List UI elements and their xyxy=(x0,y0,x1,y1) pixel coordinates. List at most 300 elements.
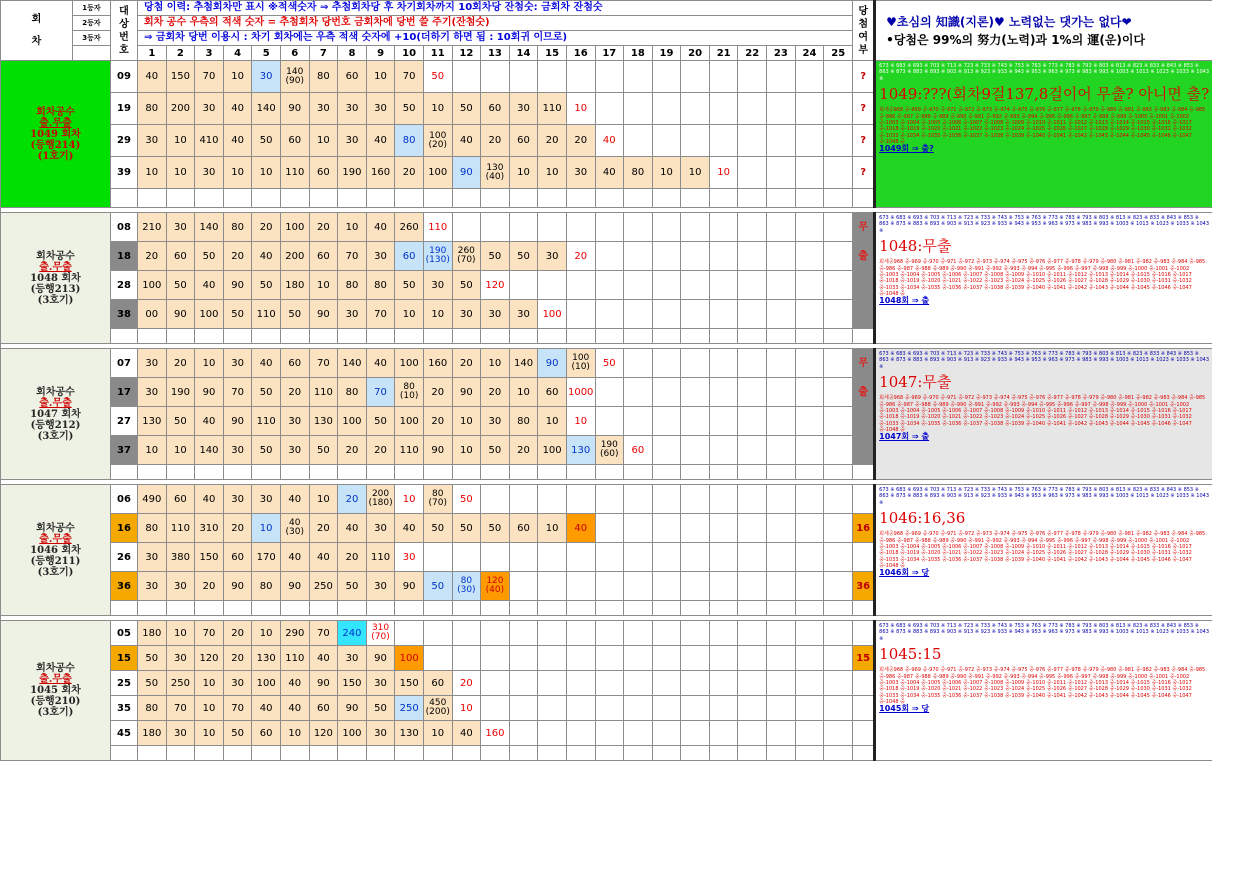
empty-cell[interactable] xyxy=(566,271,595,300)
interval-cell[interactable]: 50 xyxy=(252,378,281,407)
interval-cell[interactable]: 130 xyxy=(309,407,338,436)
empty-cell[interactable] xyxy=(509,61,538,93)
interval-cell[interactable]: 10 xyxy=(423,721,452,746)
interval-cell[interactable]: 10 xyxy=(166,157,195,189)
empty-cell[interactable] xyxy=(767,721,796,746)
interval-cell[interactable]: 30 xyxy=(138,543,167,572)
interval-cell[interactable]: 160 xyxy=(366,157,395,189)
interval-cell[interactable]: 50 xyxy=(138,646,167,671)
interval-cell[interactable]: 30 xyxy=(166,721,195,746)
empty-cell[interactable] xyxy=(566,329,595,344)
empty-cell[interactable] xyxy=(652,189,681,208)
interval-cell[interactable] xyxy=(595,436,624,465)
empty-cell[interactable] xyxy=(624,271,653,300)
interval-cell[interactable]: 200 xyxy=(166,93,195,125)
interval-cell[interactable]: 10 xyxy=(166,125,195,157)
empty-cell[interactable] xyxy=(709,189,738,208)
empty-cell[interactable] xyxy=(624,485,653,514)
interval-cell[interactable]: 40 xyxy=(195,485,224,514)
interval-cell[interactable]: 10 xyxy=(138,436,167,465)
empty-cell[interactable] xyxy=(538,465,567,480)
interval-cell[interactable]: 70 xyxy=(195,61,224,93)
empty-cell[interactable] xyxy=(595,329,624,344)
empty-cell[interactable] xyxy=(309,465,338,480)
empty-cell[interactable] xyxy=(481,746,510,761)
empty-cell[interactable] xyxy=(595,378,624,407)
empty-cell[interactable] xyxy=(624,349,653,378)
interval-cell[interactable]: 20 xyxy=(366,436,395,465)
interval-cell[interactable]: 40 xyxy=(280,696,309,721)
interval-cell[interactable]: 20 xyxy=(166,349,195,378)
interval-cell[interactable]: 70 xyxy=(395,61,424,93)
empty-cell[interactable] xyxy=(309,746,338,761)
interval-cell[interactable]: 20 xyxy=(223,646,252,671)
interval-cell[interactable]: 30 xyxy=(138,378,167,407)
empty-cell[interactable] xyxy=(824,436,853,465)
interval-cell[interactable]: 10 xyxy=(566,93,595,125)
empty-cell[interactable] xyxy=(795,485,824,514)
interval-cell[interactable]: 190 xyxy=(338,157,367,189)
interval-cell[interactable]: 10 xyxy=(223,61,252,93)
interval-cell[interactable]: 100 xyxy=(538,300,567,329)
round-result-link[interactable]: 1045회 ⇒ 당 xyxy=(879,703,930,713)
interval-cell[interactable]: 10 xyxy=(538,407,567,436)
interval-cell[interactable]: 20 xyxy=(252,213,281,242)
interval-cell[interactable]: 60 xyxy=(280,125,309,157)
empty-cell[interactable] xyxy=(738,378,767,407)
empty-cell[interactable] xyxy=(624,125,653,157)
interval-cell[interactable]: 100 xyxy=(280,213,309,242)
interval-cell[interactable]: 110 xyxy=(423,213,452,242)
interval-cell[interactable]: 130 xyxy=(395,721,424,746)
empty-cell[interactable] xyxy=(481,671,510,696)
interval-cell[interactable]: 30 xyxy=(138,125,167,157)
empty-cell[interactable] xyxy=(624,465,653,480)
empty-cell[interactable] xyxy=(824,189,853,208)
empty-cell[interactable] xyxy=(709,349,738,378)
interval-cell[interactable]: 140 xyxy=(509,349,538,378)
empty-cell[interactable] xyxy=(395,329,424,344)
interval-cell[interactable]: 110 xyxy=(280,157,309,189)
empty-cell[interactable] xyxy=(709,125,738,157)
interval-cell[interactable]: 70 xyxy=(223,696,252,721)
empty-cell[interactable] xyxy=(795,61,824,93)
empty-cell[interactable] xyxy=(652,407,681,436)
empty-cell[interactable] xyxy=(223,465,252,480)
interval-cell[interactable]: 40 xyxy=(223,125,252,157)
empty-cell[interactable] xyxy=(795,465,824,480)
empty-cell[interactable] xyxy=(738,465,767,480)
interval-cell[interactable]: 90 xyxy=(423,436,452,465)
empty-cell[interactable] xyxy=(652,696,681,721)
draw-number[interactable]: 45 xyxy=(111,721,138,746)
empty-cell[interactable] xyxy=(595,621,624,646)
empty-cell[interactable] xyxy=(481,621,510,646)
interval-cell[interactable]: 120 xyxy=(309,721,338,746)
interval-cell[interactable]: 30 xyxy=(338,93,367,125)
empty-cell[interactable] xyxy=(223,189,252,208)
interval-cell[interactable]: 100 xyxy=(395,407,424,436)
empty-cell[interactable] xyxy=(538,601,567,616)
empty-cell[interactable] xyxy=(366,465,395,480)
empty-cell[interactable] xyxy=(824,93,853,125)
empty-cell[interactable] xyxy=(795,300,824,329)
empty-cell[interactable] xyxy=(795,189,824,208)
interval-cell[interactable]: 90 xyxy=(223,407,252,436)
empty-cell[interactable] xyxy=(624,721,653,746)
interval-cell[interactable] xyxy=(366,621,395,646)
empty-cell[interactable] xyxy=(709,93,738,125)
interval-cell[interactable]: 50 xyxy=(452,514,481,543)
interval-cell[interactable]: 30 xyxy=(509,93,538,125)
empty-cell[interactable] xyxy=(538,721,567,746)
interval-cell[interactable]: 20 xyxy=(338,485,367,514)
empty-cell[interactable] xyxy=(624,671,653,696)
interval-cell[interactable]: 40 xyxy=(395,514,424,543)
empty-cell[interactable] xyxy=(538,646,567,671)
empty-cell[interactable] xyxy=(738,621,767,646)
interval-cell[interactable]: 10 xyxy=(166,436,195,465)
empty-cell[interactable] xyxy=(795,242,824,271)
interval-cell[interactable]: 50 xyxy=(166,271,195,300)
interval-cell[interactable]: 50 xyxy=(395,271,424,300)
empty-cell[interactable] xyxy=(709,213,738,242)
empty-cell[interactable] xyxy=(624,329,653,344)
empty-cell[interactable] xyxy=(509,271,538,300)
interval-cell[interactable]: 40 xyxy=(195,407,224,436)
empty-cell[interactable] xyxy=(538,271,567,300)
empty-cell[interactable] xyxy=(538,671,567,696)
empty-cell[interactable] xyxy=(595,514,624,543)
draw-number[interactable]: 18 xyxy=(111,242,138,271)
empty-cell[interactable] xyxy=(624,646,653,671)
empty-cell[interactable] xyxy=(509,721,538,746)
empty-cell[interactable] xyxy=(709,514,738,543)
empty-cell[interactable] xyxy=(652,349,681,378)
interval-cell[interactable]: 310 xyxy=(195,514,224,543)
interval-cell[interactable] xyxy=(423,125,452,157)
interval-cell[interactable]: 80 xyxy=(138,696,167,721)
empty-cell[interactable] xyxy=(681,671,710,696)
empty-cell[interactable] xyxy=(423,646,452,671)
round-result-link[interactable]: 1046회 ⇒ 당 xyxy=(879,567,930,577)
empty-cell[interactable] xyxy=(738,61,767,93)
empty-cell[interactable] xyxy=(795,646,824,671)
draw-number[interactable]: 36 xyxy=(111,572,138,601)
empty-cell[interactable] xyxy=(395,465,424,480)
empty-cell[interactable] xyxy=(738,189,767,208)
empty-cell[interactable] xyxy=(624,407,653,436)
interval-cell[interactable]: 20 xyxy=(309,213,338,242)
interval-cell[interactable]: 30 xyxy=(366,721,395,746)
empty-cell[interactable] xyxy=(738,300,767,329)
interval-cell[interactable]: 50 xyxy=(338,572,367,601)
empty-cell[interactable] xyxy=(538,543,567,572)
interval-cell[interactable]: 20 xyxy=(223,621,252,646)
interval-cell[interactable]: 90 xyxy=(280,572,309,601)
empty-cell[interactable] xyxy=(624,61,653,93)
empty-cell[interactable] xyxy=(366,601,395,616)
empty-cell[interactable] xyxy=(566,543,595,572)
empty-cell[interactable] xyxy=(166,189,195,208)
empty-cell[interactable] xyxy=(681,329,710,344)
empty-cell[interactable] xyxy=(824,543,853,572)
interval-cell[interactable]: 80 xyxy=(338,378,367,407)
interval-cell[interactable]: 60 xyxy=(624,436,653,465)
empty-cell[interactable] xyxy=(595,721,624,746)
interval-cell[interactable]: 150 xyxy=(338,671,367,696)
empty-cell[interactable] xyxy=(652,242,681,271)
empty-cell[interactable] xyxy=(738,601,767,616)
empty-cell[interactable] xyxy=(624,514,653,543)
empty-cell[interactable] xyxy=(652,93,681,125)
interval-cell[interactable]: 60 xyxy=(280,349,309,378)
empty-cell[interactable] xyxy=(738,242,767,271)
interval-cell[interactable]: 180 xyxy=(138,621,167,646)
empty-cell[interactable] xyxy=(767,601,796,616)
empty-cell[interactable] xyxy=(795,349,824,378)
empty-cell[interactable] xyxy=(681,93,710,125)
interval-cell[interactable]: 40 xyxy=(366,213,395,242)
empty-cell[interactable] xyxy=(423,329,452,344)
interval-cell[interactable]: 40 xyxy=(195,271,224,300)
empty-cell[interactable] xyxy=(138,465,167,480)
interval-cell[interactable]: 70 xyxy=(223,378,252,407)
interval-cell[interactable]: 50 xyxy=(252,125,281,157)
empty-cell[interactable] xyxy=(566,572,595,601)
empty-cell[interactable] xyxy=(624,378,653,407)
empty-cell[interactable] xyxy=(767,696,796,721)
interval-cell[interactable]: 60 xyxy=(423,671,452,696)
empty-cell[interactable] xyxy=(824,514,853,543)
empty-cell[interactable] xyxy=(652,671,681,696)
interval-cell[interactable]: 50 xyxy=(452,93,481,125)
empty-cell[interactable] xyxy=(423,621,452,646)
empty-cell[interactable] xyxy=(681,300,710,329)
empty-cell[interactable] xyxy=(681,485,710,514)
empty-cell[interactable] xyxy=(395,601,424,616)
empty-cell[interactable] xyxy=(624,696,653,721)
empty-cell[interactable] xyxy=(767,671,796,696)
empty-cell[interactable] xyxy=(652,61,681,93)
interval-cell[interactable]: 60 xyxy=(309,696,338,721)
empty-cell[interactable] xyxy=(423,543,452,572)
empty-cell[interactable] xyxy=(624,242,653,271)
interval-cell[interactable]: 20 xyxy=(280,378,309,407)
empty-cell[interactable] xyxy=(681,543,710,572)
empty-cell[interactable] xyxy=(538,621,567,646)
empty-cell[interactable] xyxy=(595,543,624,572)
interval-cell[interactable]: 90 xyxy=(309,300,338,329)
empty-cell[interactable] xyxy=(709,543,738,572)
interval-cell[interactable]: 10 xyxy=(366,61,395,93)
empty-cell[interactable] xyxy=(166,329,195,344)
interval-cell[interactable]: 250 xyxy=(395,696,424,721)
empty-cell[interactable] xyxy=(795,125,824,157)
empty-cell[interactable] xyxy=(452,543,481,572)
interval-cell[interactable]: 60 xyxy=(509,514,538,543)
interval-cell[interactable]: 40 xyxy=(338,514,367,543)
empty-cell[interactable] xyxy=(767,746,796,761)
empty-cell[interactable] xyxy=(681,601,710,616)
empty-cell[interactable] xyxy=(138,189,167,208)
interval-cell[interactable]: 30 xyxy=(481,407,510,436)
empty-cell[interactable] xyxy=(309,329,338,344)
empty-cell[interactable] xyxy=(709,242,738,271)
empty-cell[interactable] xyxy=(595,189,624,208)
empty-cell[interactable] xyxy=(509,572,538,601)
interval-cell[interactable]: 30 xyxy=(252,485,281,514)
interval-cell[interactable]: 30 xyxy=(166,572,195,601)
empty-cell[interactable] xyxy=(509,621,538,646)
interval-cell[interactable]: 100 xyxy=(252,671,281,696)
interval-cell[interactable]: 30 xyxy=(366,93,395,125)
empty-cell[interactable] xyxy=(795,329,824,344)
interval-cell[interactable]: 40 xyxy=(138,61,167,93)
empty-cell[interactable] xyxy=(767,465,796,480)
empty-cell[interactable] xyxy=(681,646,710,671)
draw-number[interactable]: 16 xyxy=(111,514,138,543)
empty-cell[interactable] xyxy=(223,329,252,344)
empty-cell[interactable] xyxy=(767,621,796,646)
empty-cell[interactable] xyxy=(824,601,853,616)
interval-cell[interactable]: 50 xyxy=(366,407,395,436)
interval-cell[interactable]: 80 xyxy=(252,572,281,601)
empty-cell[interactable] xyxy=(681,242,710,271)
interval-cell[interactable]: 60 xyxy=(166,242,195,271)
interval-cell[interactable]: 40 xyxy=(366,125,395,157)
empty-cell[interactable] xyxy=(481,696,510,721)
empty-cell[interactable] xyxy=(423,189,452,208)
empty-cell[interactable] xyxy=(309,601,338,616)
empty-cell[interactable] xyxy=(624,300,653,329)
empty-cell[interactable] xyxy=(481,543,510,572)
empty-cell[interactable] xyxy=(795,721,824,746)
empty-cell[interactable] xyxy=(624,93,653,125)
interval-cell[interactable]: 80 xyxy=(138,93,167,125)
interval-cell[interactable]: 260 xyxy=(395,213,424,242)
empty-cell[interactable] xyxy=(767,646,796,671)
empty-cell[interactable] xyxy=(309,189,338,208)
interval-cell[interactable]: 110 xyxy=(252,407,281,436)
empty-cell[interactable] xyxy=(681,271,710,300)
empty-cell[interactable] xyxy=(738,572,767,601)
empty-cell[interactable] xyxy=(709,671,738,696)
empty-cell[interactable] xyxy=(767,242,796,271)
empty-cell[interactable] xyxy=(709,300,738,329)
empty-cell[interactable] xyxy=(452,61,481,93)
empty-cell[interactable] xyxy=(709,61,738,93)
empty-cell[interactable] xyxy=(481,61,510,93)
empty-cell[interactable] xyxy=(509,465,538,480)
interval-cell[interactable]: 30 xyxy=(138,349,167,378)
empty-cell[interactable] xyxy=(681,721,710,746)
interval-cell[interactable]: 30 xyxy=(223,485,252,514)
empty-cell[interactable] xyxy=(652,543,681,572)
interval-cell[interactable]: 80 xyxy=(509,407,538,436)
interval-cell[interactable]: 80 xyxy=(366,271,395,300)
empty-cell[interactable] xyxy=(709,601,738,616)
interval-cell[interactable]: 10 xyxy=(509,157,538,189)
empty-cell[interactable] xyxy=(138,329,167,344)
draw-number[interactable]: 27 xyxy=(111,407,138,436)
empty-cell[interactable] xyxy=(681,61,710,93)
interval-cell[interactable]: 130 xyxy=(566,436,595,465)
interval-cell[interactable]: 90 xyxy=(538,349,567,378)
empty-cell[interactable] xyxy=(566,746,595,761)
empty-cell[interactable] xyxy=(566,621,595,646)
empty-cell[interactable] xyxy=(738,271,767,300)
interval-cell[interactable]: 100 xyxy=(138,271,167,300)
empty-cell[interactable] xyxy=(738,646,767,671)
empty-cell[interactable] xyxy=(280,189,309,208)
empty-cell[interactable] xyxy=(738,157,767,189)
empty-cell[interactable] xyxy=(652,271,681,300)
empty-cell[interactable] xyxy=(767,213,796,242)
interval-cell[interactable]: 20 xyxy=(309,514,338,543)
interval-cell[interactable]: 30 xyxy=(223,671,252,696)
empty-cell[interactable] xyxy=(509,696,538,721)
interval-cell[interactable]: 40 xyxy=(595,157,624,189)
interval-cell[interactable]: 20 xyxy=(509,436,538,465)
empty-cell[interactable] xyxy=(195,746,224,761)
draw-number[interactable]: 35 xyxy=(111,696,138,721)
interval-cell[interactable]: 50 xyxy=(223,721,252,746)
empty-cell[interactable] xyxy=(652,601,681,616)
draw-number[interactable]: 19 xyxy=(111,93,138,125)
interval-cell[interactable]: 240 xyxy=(338,621,367,646)
empty-cell[interactable] xyxy=(566,671,595,696)
interval-cell[interactable]: 410 xyxy=(195,125,224,157)
interval-cell[interactable]: 100 xyxy=(423,157,452,189)
empty-cell[interactable] xyxy=(824,671,853,696)
interval-cell[interactable]: 100 xyxy=(395,349,424,378)
empty-cell[interactable] xyxy=(767,329,796,344)
empty-cell[interactable] xyxy=(509,213,538,242)
draw-number[interactable]: 17 xyxy=(111,378,138,407)
interval-cell[interactable]: 130 xyxy=(252,646,281,671)
interval-cell[interactable]: 50 xyxy=(252,271,281,300)
empty-cell[interactable] xyxy=(738,349,767,378)
empty-cell[interactable] xyxy=(767,378,796,407)
interval-cell[interactable]: 10 xyxy=(452,407,481,436)
empty-cell[interactable] xyxy=(709,485,738,514)
round-result-link[interactable]: 1047회 ⇒ 출 xyxy=(879,431,930,441)
empty-cell[interactable] xyxy=(423,746,452,761)
interval-cell[interactable]: 100 xyxy=(395,646,424,671)
interval-cell[interactable]: 140 xyxy=(195,213,224,242)
draw-number[interactable]: 39 xyxy=(111,157,138,189)
empty-cell[interactable] xyxy=(767,436,796,465)
interval-cell[interactable]: 30 xyxy=(566,157,595,189)
empty-cell[interactable] xyxy=(767,514,796,543)
interval-cell[interactable]: 60 xyxy=(509,125,538,157)
empty-cell[interactable] xyxy=(767,407,796,436)
interval-cell[interactable]: 50 xyxy=(452,485,481,514)
interval-cell[interactable]: 140 xyxy=(252,93,281,125)
empty-cell[interactable] xyxy=(652,746,681,761)
interval-cell[interactable]: 30 xyxy=(452,300,481,329)
interval-cell[interactable]: 50 xyxy=(481,436,510,465)
empty-cell[interactable] xyxy=(652,485,681,514)
interval-cell[interactable]: 50 xyxy=(366,696,395,721)
empty-cell[interactable] xyxy=(566,601,595,616)
empty-cell[interactable] xyxy=(795,696,824,721)
interval-cell[interactable]: 50 xyxy=(309,436,338,465)
interval-cell[interactable]: 70 xyxy=(309,621,338,646)
empty-cell[interactable] xyxy=(767,125,796,157)
interval-cell[interactable]: 10 xyxy=(195,696,224,721)
